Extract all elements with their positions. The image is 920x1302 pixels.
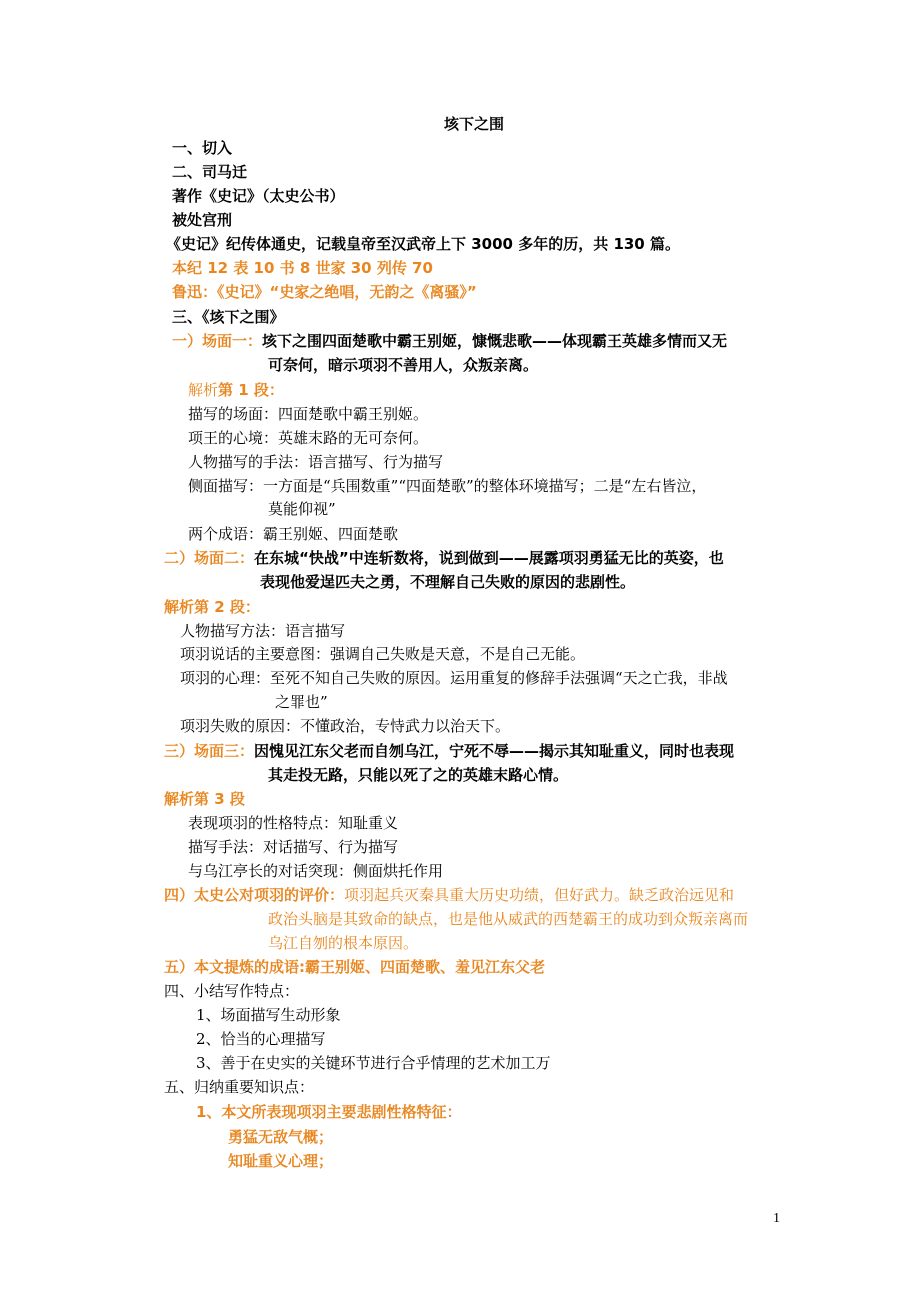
text-luxun-quote: 鲁迅：《史记》“史家之绝唱，无韵之《离骚》” xyxy=(172,283,477,301)
heading-gaixia: 三、《垓下之围》 xyxy=(172,308,285,326)
evaluation-text: 项羽起兵灭秦具重大历史功绩，但好武力。缺乏政治远见和 xyxy=(344,886,735,904)
analysis-one-item: 项王的心境：英雄末路的无可奈何。 xyxy=(188,429,429,447)
knowledge-item: 1、本文所表现项羽主要悲剧性格特征： xyxy=(196,1103,462,1121)
analysis-two-heading: 解析第 2 段： xyxy=(164,598,260,616)
text-shiji-summary xyxy=(166,233,680,255)
analysis-one-item: 侧面描写：一方面是“兵围数重”“四面楚歌”的整体环境描写；二是“左右皆泣， xyxy=(188,477,707,495)
text-fragment: 《史记》纪传体通史，记载皇帝至汉武帝上下 xyxy=(166,235,472,253)
heading-intro: 一、切入 xyxy=(172,139,233,157)
page-title: 垓下之围 xyxy=(444,115,505,133)
evaluation xyxy=(164,884,734,906)
analysis-three-item: 与乌江亭长的对话突现：侧面烘托作用 xyxy=(188,862,444,880)
analysis-two-item-cont: 之罪也” xyxy=(275,693,328,711)
scene-three-text: 因愧见江东父老而自刎乌江，宁死不辱——揭示其知耻重义，同时也表现 xyxy=(254,742,735,760)
text-punishment: 被处宫刑 xyxy=(172,211,233,229)
summary-item: 3、善于在史实的关键环节进行合乎情理的艺术加工万 xyxy=(196,1054,551,1072)
evaluation-text-cont: 政治头脑是其致命的缺点，也是他从威武的西楚霸王的成功到众叛亲离而 xyxy=(268,910,749,928)
scene-two-label: 二）场面二： xyxy=(164,549,255,567)
analysis-one-heading xyxy=(188,379,284,401)
summary-item: 1、场面描写生动形象 xyxy=(196,1006,341,1024)
text-fragment: 篇。 xyxy=(644,235,680,253)
scene-two xyxy=(164,547,724,569)
text-fragment: 多年的历，共 xyxy=(512,235,614,253)
analysis-three-heading: 解析第 3 段 xyxy=(164,790,245,808)
idioms: 五）本文提炼的成语:霸王别姬、四面楚歌、羞见江东父老 xyxy=(164,958,546,976)
text-shiji-structure: 本纪 12 表 10 书 8 世家 30 列传 70 xyxy=(172,259,433,277)
analysis-two-item: 项羽失败的原因：不懂政治，专恃武力以治天下。 xyxy=(180,717,511,735)
scene-one-text: 垓下之围四面楚歌中霸王别姬，慷慨悲歌——体现霸王英雄多情而又无 xyxy=(262,332,728,350)
scene-one-text-cont: 可奈何，暗示项羽不善用人，众叛亲离。 xyxy=(268,356,539,374)
summary-item: 2、恰当的心理描写 xyxy=(196,1030,326,1048)
scene-three-text-cont: 其走投无路，只能以死了之的英雄末路心情。 xyxy=(268,766,569,784)
scene-one-label: 一）场面一： xyxy=(172,332,263,350)
analysis-three-item: 表现项羽的性格特点：知耻重义 xyxy=(188,814,399,832)
scene-three xyxy=(164,740,734,762)
evaluation-label: 四）太史公对项羽的评价： xyxy=(164,886,345,904)
analysis-two-item: 人物描写方法：语言描写 xyxy=(180,622,346,640)
scene-three-label: 三）场面三： xyxy=(164,742,255,760)
text-fragment: 3000 xyxy=(471,235,513,253)
page-number: 1 xyxy=(773,1211,780,1226)
text-fragment: 130 xyxy=(613,235,645,253)
knowledge-subitem: 知耻重义心理； xyxy=(228,1152,334,1170)
heading-sima-qian: 二、司马迁 xyxy=(172,163,248,181)
analysis-section: 第 1 段： xyxy=(218,381,284,399)
scene-one xyxy=(172,330,727,352)
knowledge-heading: 五、归纳重要知识点： xyxy=(164,1078,315,1096)
knowledge-subitem: 勇猛无敌气概； xyxy=(228,1128,334,1146)
analysis-word: 解析 xyxy=(188,381,219,399)
analysis-three-item: 描写手法：对话描写、行为描写 xyxy=(188,838,399,856)
analysis-one-item: 描写的场面：四面楚歌中霸王别姬。 xyxy=(188,405,429,423)
analysis-one-item: 人物描写的手法：语言描写、行为描写 xyxy=(188,453,444,471)
text-works: 著作《史记》（太史公书） xyxy=(172,187,345,205)
scene-two-text: 在东城“快战”中连斩数将，说到做到——展露项羽勇猛无比的英姿，也 xyxy=(254,549,724,567)
evaluation-text-cont: 乌江自刎的根本原因。 xyxy=(268,934,419,952)
analysis-one-item-cont: 莫能仰视” xyxy=(268,500,336,518)
analysis-two-item: 项羽的心理：至死不知自己失败的原因。运用重复的修辞手法强调“天之亡我，非战 xyxy=(180,669,728,687)
scene-two-text-cont: 表现他爱逞匹夫之勇，不理解自己失败的原因的悲剧性。 xyxy=(260,573,636,591)
summary-heading: 四、小结写作特点： xyxy=(164,982,300,1000)
analysis-one-item: 两个成语：霸王别姬、四面楚歌 xyxy=(188,525,399,543)
analysis-two-item: 项羽说话的主要意图：强调自己失败是天意，不是自己无能。 xyxy=(180,645,586,663)
